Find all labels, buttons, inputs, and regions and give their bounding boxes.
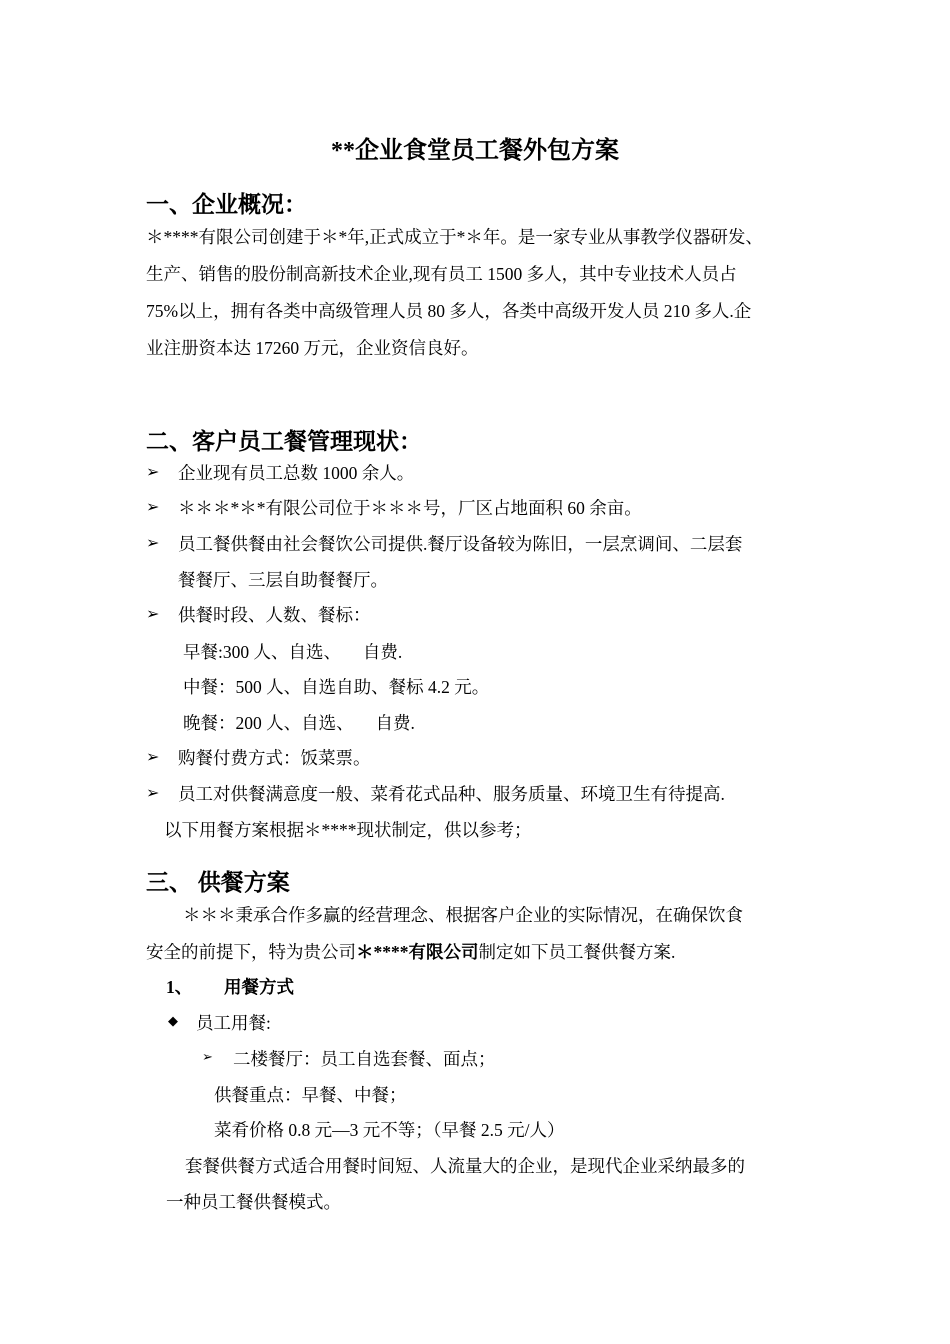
arrow-bullet-icon: ➢ (146, 464, 160, 481)
intro-text-a: 安全的前提下，特为贵公司 (146, 942, 356, 962)
arrow-bullet-icon: ➢ (146, 535, 160, 552)
dish-price: 菜肴价格 0.8 元—3 元不等；（早餐 2.5 元/人） (214, 1120, 565, 1140)
section-1-line-1: ＊****有限公司创建于＊*年,正式成立于*＊年。是一家专业从事教学仪器研发、 (146, 227, 763, 247)
list-item (0, 781, 950, 809)
list-item (0, 1045, 950, 1073)
closing-line-1: 套餐供餐方式适合用餐时间短、人流量大的企业，是现代企业采纳最多的 (185, 1156, 745, 1176)
arrow-bullet-icon: ➢ (202, 1049, 213, 1064)
meal-dinner: 晚餐：200 人、自选、 自费. (183, 713, 415, 733)
list-item (0, 531, 950, 559)
company-name-bold: ＊****有限公司 (356, 942, 479, 962)
section-1-line-4: 业注册资本达 17260 万元，企业资信良好。 (146, 338, 479, 358)
section-3-heading: 三、 供餐方案 (146, 870, 290, 895)
section-2-heading: 二、客户员工餐管理现状： (146, 429, 422, 454)
document-title: **企业食堂员工餐外包方案 (331, 138, 619, 164)
list-item-text: 供餐时段、人数、餐标： (178, 605, 371, 625)
list-item (0, 745, 950, 773)
list-item (0, 495, 950, 523)
list-item-text: 员工餐供餐由社会餐饮公司提供.餐厅设备较为陈旧，一层烹调间、二层套 (178, 534, 743, 554)
list-item-text: 员工对供餐满意度一般、菜肴花式品种、服务质量、环境卫生有待提高. (178, 784, 725, 804)
list-item (0, 460, 950, 488)
list-item (0, 602, 950, 630)
list-item-text: 员工用餐: (196, 1013, 271, 1033)
supply-focus: 供餐重点：早餐、中餐； (214, 1085, 407, 1105)
list-item-text: 企业现有员工总数 1000 余人。 (178, 463, 415, 483)
section-3-intro-line-1: ＊＊＊秉承合作多赢的经营理念、根据客户企业的实际情况，在确保饮食 (183, 905, 743, 925)
list-item-text: 二楼餐厅：员工自选套餐、面点； (233, 1049, 496, 1069)
reference-note: 以下用餐方案根据＊****现状制定，供以参考； (164, 820, 532, 840)
diamond-bullet-icon: ◆ (168, 1013, 178, 1028)
intro-text-c: 制定如下员工餐供餐方案. (478, 942, 676, 962)
arrow-bullet-icon: ➢ (146, 606, 160, 623)
arrow-bullet-icon: ➢ (146, 785, 160, 802)
meal-breakfast: 早餐:300 人、自选、 自费. (183, 642, 403, 662)
section-3-intro-line-2 (146, 938, 675, 966)
subsection-number: 1、 (166, 977, 193, 997)
list-item-continuation: 餐餐厅、三层自助餐餐厅。 (178, 570, 388, 590)
arrow-bullet-icon: ➢ (146, 499, 160, 516)
section-1-line-2: 生产、销售的股份制高新技术企业,现有员工 1500 多人，其中专业技术人员占 (146, 264, 737, 284)
subsection-title: 用餐方式 (224, 977, 294, 997)
section-1-heading: 一、企业概况： (146, 192, 307, 217)
list-item (0, 1009, 950, 1037)
closing-line-2: 一种员工餐供餐模式。 (166, 1192, 341, 1212)
list-item-text: ＊＊＊*＊*有限公司位于＊＊＊号，厂区占地面积 60 余亩。 (178, 498, 642, 518)
arrow-bullet-icon: ➢ (146, 749, 160, 766)
list-item-text: 购餐付费方式：饭菜票。 (178, 748, 371, 768)
section-1-line-3: 75%以上，拥有各类中高级管理人员 80 多人，各类中高级开发人员 210 多人.企 (146, 301, 752, 321)
meal-lunch: 中餐：500 人、自选自助、餐标 4.2 元。 (183, 677, 490, 697)
